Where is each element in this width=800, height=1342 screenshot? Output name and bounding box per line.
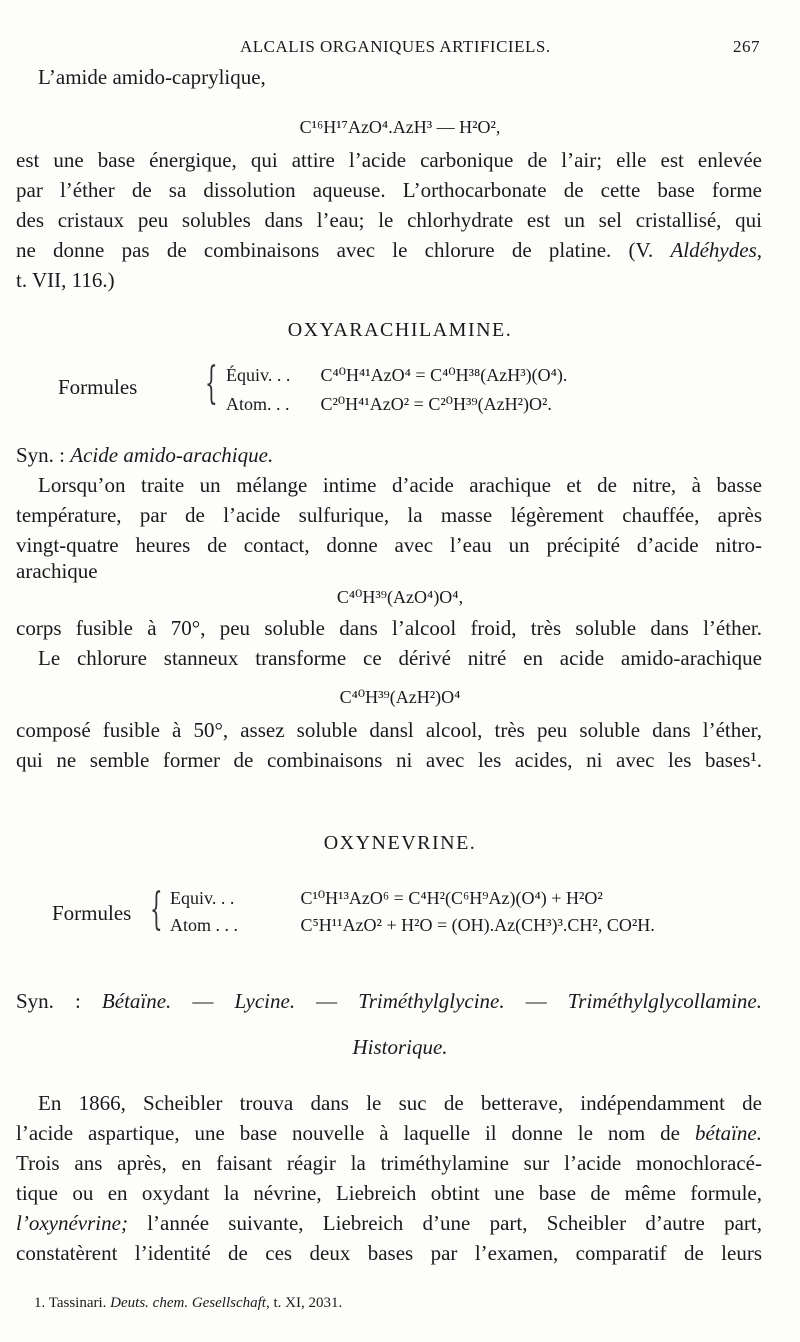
brace-icon: { — [205, 358, 218, 409]
formula-row — [170, 913, 655, 937]
syn-dash: — — [192, 989, 214, 1013]
italic-reference: Aldéhydes, — [670, 238, 762, 262]
text-line: température, par de l’acide sulfurique, la masse légèrement chauffée, après — [16, 503, 762, 527]
formula-row — [226, 363, 567, 387]
footnote-author: Tassinari. — [48, 1295, 107, 1311]
footnote-ref: t. XI, 2031. — [273, 1295, 343, 1311]
text-fragment: l’acide aspartique, une base nouvelle à laquelle il donne le nom de — [16, 1121, 680, 1145]
formula-value: C¹⁰H¹³AzO⁶ = C⁴H²(C⁶H⁹Az)(O⁴) + H²O² — [300, 888, 603, 908]
synonym-line — [16, 988, 762, 1014]
brace-icon: { — [150, 884, 163, 935]
text-line: composé fusible à 50°, assez soluble dansl alcool, très peu soluble dans l’éther, — [16, 718, 762, 742]
syn-name: Acide amido-arachique. — [70, 443, 274, 467]
syn-prefix: Syn. : — [16, 443, 66, 467]
text-fragment: l’année suivante, Liebreich d’une part, Scheibler d’autre part, — [147, 1211, 762, 1235]
syn-dash: — — [525, 989, 547, 1013]
italic-term: l’oxynévrine; — [16, 1211, 128, 1235]
syn-name: Triméthylglycine. — [358, 989, 505, 1013]
footnote-number: 1. — [34, 1295, 46, 1311]
text-line: vingt-quatre heures de contact, donne avec l’eau un précipité d’acide nitro- — [16, 533, 762, 557]
text-line — [16, 237, 762, 263]
formula-line: C⁴⁰H³⁹(AzH²)O⁴ — [339, 687, 461, 707]
subsection-heading — [0, 1034, 800, 1060]
historique-title: Historique. — [352, 1035, 448, 1059]
formula-kind: Équiv. . . — [226, 365, 291, 385]
text-line: t. VII, 116.) — [16, 268, 115, 292]
text-line: constatèrent l’identité de ces deux bases par l’examen, comparatif de leurs — [16, 1241, 762, 1265]
running-header-title: ALCALIS ORGANIQUES ARTIFICIELS. — [240, 37, 551, 56]
text-fragment: ne donne pas de combinaisons avec le chlorure de platine. (V. — [16, 238, 654, 262]
syn-name: Bétaïne. — [101, 989, 172, 1013]
formula-line: C⁴⁰H³⁹(AzO⁴)O⁴, — [336, 587, 464, 607]
formula-value: C⁵H¹¹AzO² + H²O = (OH).Az(CH³)³.CH², CO²H. — [300, 915, 655, 935]
text-line: tique ou en oxydant la névrine, Liebreich obtint une base de même formule, — [16, 1181, 762, 1205]
text-line: Lorsqu’on traite un mélange intime d’acide arachique et de nitre, à basse — [38, 473, 762, 497]
syn-dash: — — [316, 989, 338, 1013]
text-line: par l’éther de sa dissolution aqueuse. L’orthocarbonate de cette base forme — [16, 178, 762, 202]
text-line: Le chlorure stanneux transforme ce dérivé nitré en acide amido-arachique — [38, 646, 762, 670]
formula-row — [226, 392, 552, 416]
formula-kind: Atom . . . — [170, 915, 239, 935]
text-line: Trois ans après, en faisant réagir la triméthylamine sur l’acide monochloracé- — [16, 1151, 762, 1175]
text-line: arachique — [16, 559, 98, 583]
text-line: est une base énergique, qui attire l’acide carbonique de l’air; elle est enlevée — [16, 148, 762, 172]
formules-label: Formules — [52, 901, 132, 925]
footnote — [34, 1290, 800, 1316]
formula-line: C¹⁶H¹⁷AzO⁴.AzH³ — H²O², — [299, 117, 501, 137]
synonym-line — [16, 442, 800, 468]
text-line — [16, 1210, 762, 1236]
footnote-journal: Deuts. chem. Gesellschaft, — [110, 1295, 270, 1311]
text-line: corps fusible à 70°, peu soluble dans l’alcool froid, très soluble dans l’éther. — [16, 616, 762, 640]
syn-prefix: Syn. : — [16, 989, 81, 1013]
text-line: des cristaux peu solubles dans l’eau; le chlorhydrate est un sel cristallisé, qui — [16, 208, 762, 232]
text-line — [16, 1120, 762, 1146]
formula-value: C²⁰H⁴¹AzO² = C²⁰H³⁹(AzH²)O². — [320, 394, 552, 414]
text-line: qui ne semble former de combinaisons ni avec les acides, ni avec les bases¹. — [16, 748, 762, 772]
formula-kind: Atom. . . — [226, 394, 290, 414]
section-heading: OXYNEVRINE. — [323, 832, 477, 854]
text-line: En 1866, Scheibler trouva dans le suc de betterave, indépendamment de — [38, 1091, 762, 1115]
section-heading: OXYARACHILAMINE. — [287, 319, 513, 341]
page-number: 267 — [733, 37, 760, 56]
formula-row — [170, 886, 603, 910]
formula-value: C⁴⁰H⁴¹AzO⁴ = C⁴⁰H³⁸(AzH³)(O⁴). — [320, 365, 568, 385]
italic-term: bétaïne. — [694, 1121, 762, 1145]
syn-name: Triméthylglycollamine. — [567, 989, 763, 1013]
formules-label: Formules — [58, 375, 138, 399]
syn-name: Lycine. — [234, 989, 296, 1013]
formula-kind: Equiv. . . — [170, 888, 235, 908]
text-line: L’amide amido-caprylique, — [38, 65, 266, 89]
